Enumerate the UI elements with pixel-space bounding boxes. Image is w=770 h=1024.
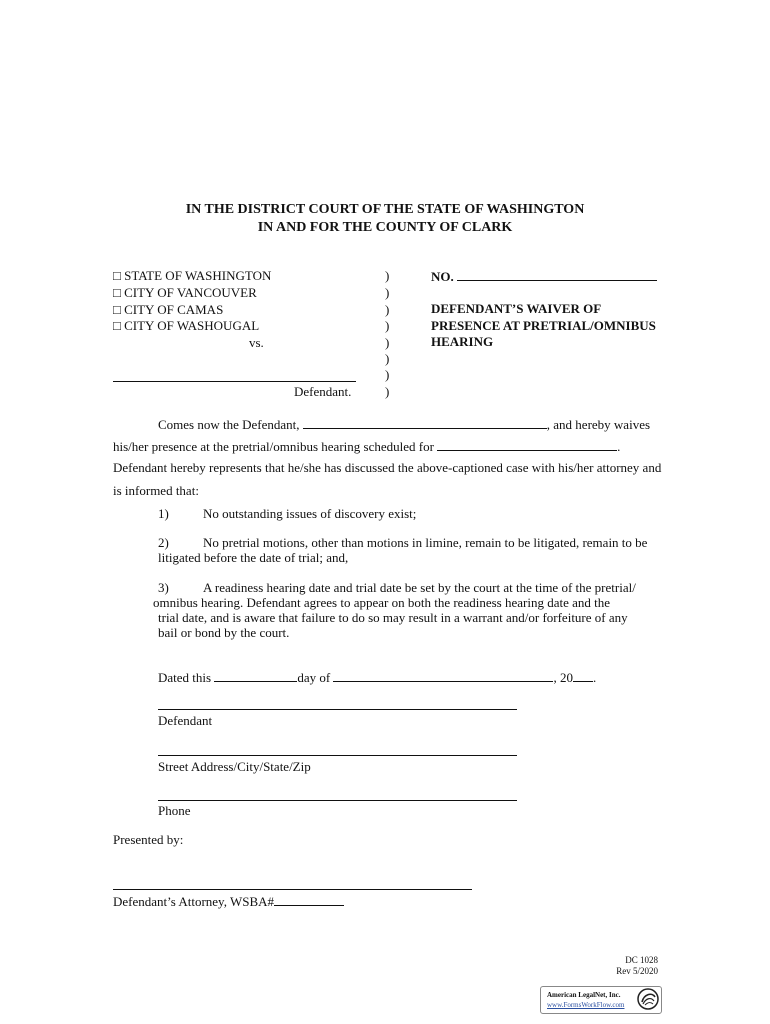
caption-paren: ): [385, 268, 390, 283]
defendant-signature-line[interactable]: [158, 709, 517, 710]
case-number-field[interactable]: [431, 268, 657, 285]
address-signature-line[interactable]: [158, 755, 517, 756]
publisher-name: American LegalNet, Inc.: [547, 991, 621, 999]
dated-day-blank[interactable]: [214, 669, 297, 682]
caption-paren: ): [385, 367, 390, 382]
document-title-line1: DEFENDANT’S WAIVER OF: [431, 301, 602, 316]
item-3-number: 3): [158, 580, 169, 595]
wsba-number-blank[interactable]: [274, 893, 344, 906]
presented-by-label: Presented by:: [113, 832, 184, 847]
address-label: Street Address/City/State/Zip: [158, 759, 311, 774]
item-2-text-line1: No pretrial motions, other than motions in limine, remain to be litigated, remain to be: [203, 535, 648, 550]
caption-paren: ): [385, 384, 390, 399]
caption-paren: ): [385, 302, 390, 317]
form-number: DC 1028: [625, 955, 658, 965]
court-title-line1: IN THE DISTRICT COURT OF THE STATE OF WASHINGTON: [185, 202, 585, 217]
defendant-name-line: [113, 381, 356, 382]
waiver-paragraph-line2: his/her presence at the pretrial/omnibus hearing scheduled for .: [113, 439, 621, 454]
waiver-paragraph-line1: Comes now the Defendant, , and hereby waives: [158, 417, 651, 432]
item-3-text-line1: A readiness hearing date and trial date be set by the court at the time of the pretrial/: [203, 580, 636, 595]
item-3-text-line4: bail or bond by the court.: [158, 625, 290, 640]
defendant-name-blank[interactable]: [303, 416, 547, 429]
party-camas: □ CITY OF CAMAS: [113, 302, 224, 317]
defendant-caption-label: Defendant.: [294, 384, 352, 399]
document-title-line2: PRESENCE AT PRETRIAL/OMNIBUS: [431, 318, 656, 333]
attorney-signature-line[interactable]: [113, 889, 472, 890]
attorney-label: Defendant’s Attorney, WSBA#: [113, 894, 275, 909]
publisher-emblem-icon: [637, 988, 659, 1010]
item-2-text-line2: litigated before the date of trial; and,: [158, 550, 349, 565]
item-2-number: 2): [158, 535, 169, 550]
form-revision: Rev 5/2020: [616, 966, 658, 976]
item-3-text-line2: omnibus hearing. Defendant agrees to appear on both the readiness hearing date and the: [153, 595, 610, 610]
item-3-text-line3: trial date, and is aware that failure to do so may result in a warrant and/or forfeiture of any: [158, 610, 628, 625]
case-number-blank[interactable]: [457, 268, 657, 281]
document-title-line3: HEARING: [431, 334, 494, 349]
waiver-paragraph-line4: is informed that:: [113, 483, 199, 498]
dated-month-blank[interactable]: [333, 669, 553, 682]
publisher-logo: [540, 986, 662, 1014]
party-washougal: □ CITY OF WASHOUGAL: [113, 318, 260, 333]
dated-line: Dated this day of , 20 .: [158, 670, 597, 685]
waiver-paragraph-line3: Defendant hereby represents that he/she has discussed the above-captioned case with his/her attorney and: [113, 460, 662, 475]
defendant-signature-label: Defendant: [158, 713, 213, 728]
party-vancouver: □ CITY OF VANCOUVER: [113, 285, 257, 300]
attorney-label-field: [113, 893, 344, 910]
caption-paren: ): [385, 318, 390, 333]
hearing-date-blank[interactable]: [437, 438, 617, 451]
dated-year-blank[interactable]: [573, 669, 593, 682]
phone-label: Phone: [158, 803, 191, 818]
phone-signature-line[interactable]: [158, 800, 517, 801]
case-number-label: NO.: [431, 269, 457, 284]
caption-paren: ): [385, 285, 390, 300]
item-1-text: No outstanding issues of discovery exist;: [203, 506, 417, 521]
versus-label: vs.: [249, 335, 264, 350]
party-state: □ STATE OF WASHINGTON: [113, 268, 272, 283]
caption-paren: ): [385, 351, 390, 366]
caption-paren: ): [385, 335, 390, 350]
court-title-line2: IN AND FOR THE COUNTY OF CLARK: [257, 220, 513, 235]
item-1-number: 1): [158, 506, 169, 521]
publisher-website-link[interactable]: www.FormsWorkFlow.com: [547, 1001, 625, 1009]
